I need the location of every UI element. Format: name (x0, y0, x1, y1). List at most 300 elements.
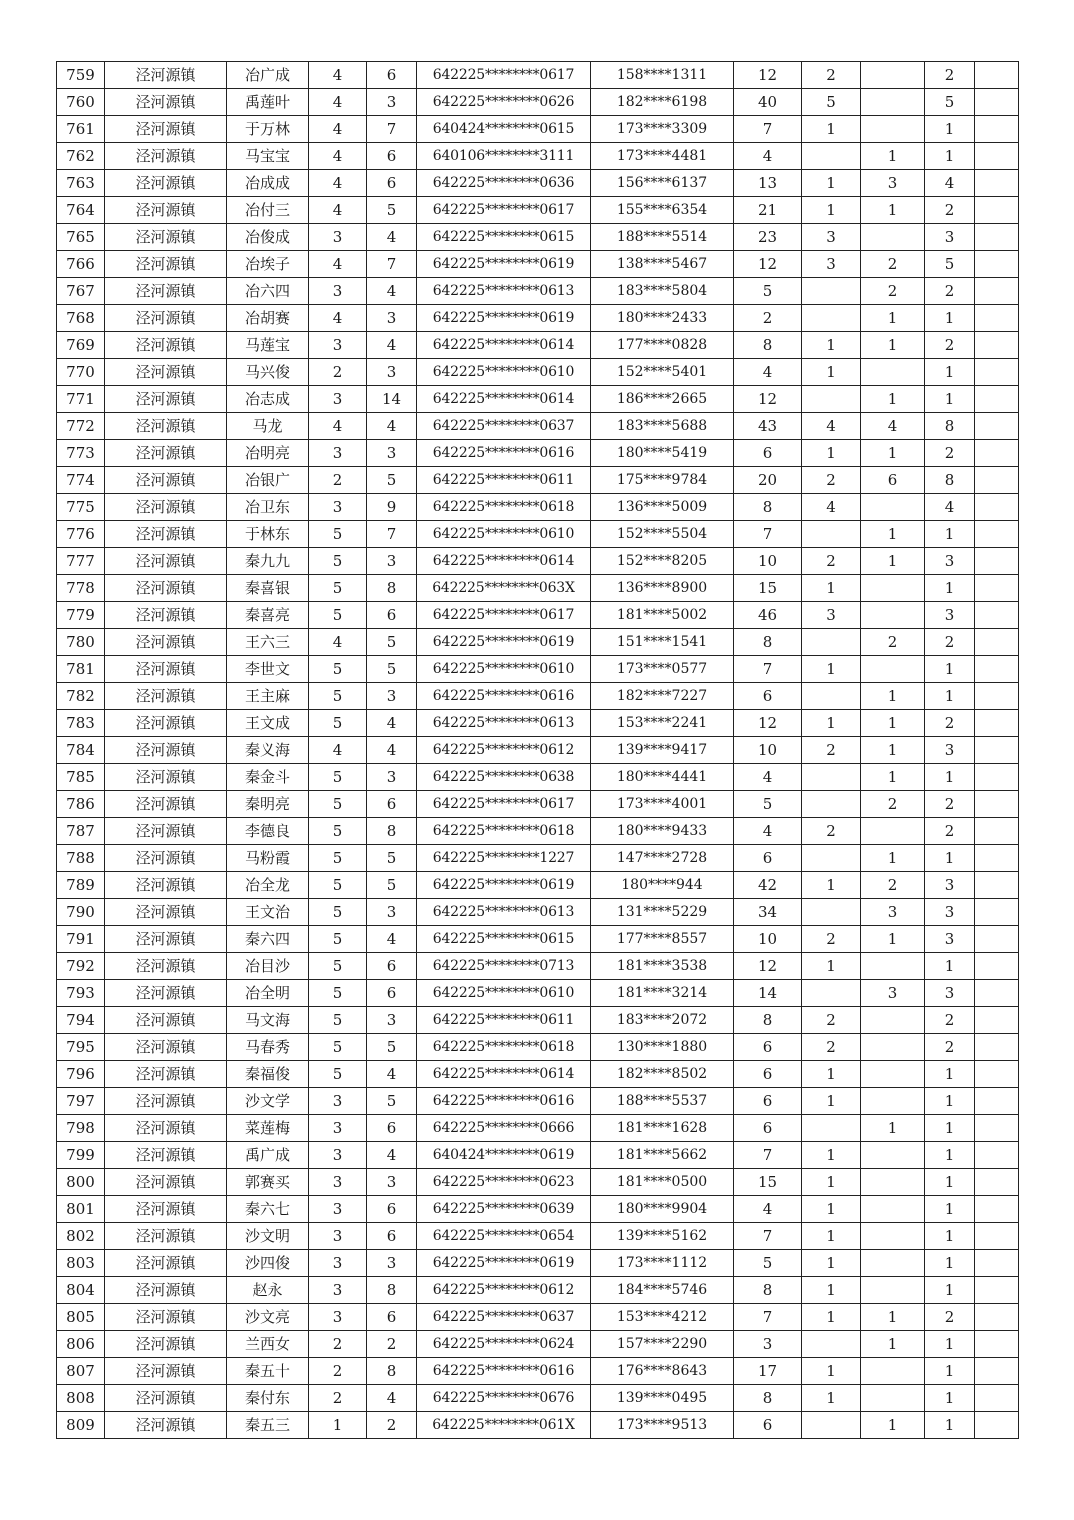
id-number-cell: 642225********0618 (417, 494, 591, 521)
phone-cell: 183****5688 (591, 413, 734, 440)
col5-cell: 5 (367, 1088, 417, 1115)
phone-cell: 183****5804 (591, 278, 734, 305)
seq-cell: 793 (57, 980, 105, 1007)
col4-cell: 5 (309, 548, 367, 575)
name-cell: 冶目沙 (227, 953, 309, 980)
remark-cell (975, 1007, 1019, 1034)
seq-cell: 774 (57, 467, 105, 494)
town-cell: 泾河源镇 (105, 494, 227, 521)
col9-cell: 2 (802, 737, 861, 764)
remark-cell (975, 1358, 1019, 1385)
col11-cell: 1 (925, 1115, 975, 1142)
table-row (57, 467, 1019, 494)
table-body (57, 62, 1019, 1439)
col5-cell: 4 (367, 710, 417, 737)
col10-cell: 1 (861, 197, 925, 224)
col11-cell: 3 (925, 602, 975, 629)
col11-cell: 1 (925, 1331, 975, 1358)
phone-cell: 139****9417 (591, 737, 734, 764)
seq-cell: 804 (57, 1277, 105, 1304)
name-cell: 冶全龙 (227, 872, 309, 899)
col10-cell: 1 (861, 1304, 925, 1331)
col8-cell: 12 (734, 953, 802, 980)
seq-cell: 790 (57, 899, 105, 926)
col9-cell: 1 (802, 1277, 861, 1304)
id-number-cell: 642225********0610 (417, 359, 591, 386)
table-row (57, 710, 1019, 737)
col8-cell: 7 (734, 521, 802, 548)
col4-cell: 3 (309, 278, 367, 305)
col4-cell: 4 (309, 629, 367, 656)
id-number-cell: 642225********0614 (417, 332, 591, 359)
col4-cell: 3 (309, 1304, 367, 1331)
col5-cell: 2 (367, 1412, 417, 1439)
table-row (57, 1007, 1019, 1034)
remark-cell (975, 737, 1019, 764)
col5-cell: 5 (367, 467, 417, 494)
town-cell: 泾河源镇 (105, 1412, 227, 1439)
col11-cell: 3 (925, 980, 975, 1007)
remark-cell (975, 602, 1019, 629)
col9-cell: 1 (802, 656, 861, 683)
phone-cell: 180****944 (591, 872, 734, 899)
col5-cell: 3 (367, 305, 417, 332)
town-cell: 泾河源镇 (105, 1007, 227, 1034)
col9-cell (802, 386, 861, 413)
col11-cell: 1 (925, 845, 975, 872)
col5-cell: 6 (367, 1223, 417, 1250)
col8-cell: 15 (734, 1169, 802, 1196)
seq-cell: 800 (57, 1169, 105, 1196)
col4-cell: 5 (309, 1007, 367, 1034)
table-row (57, 899, 1019, 926)
col9-cell: 1 (802, 170, 861, 197)
col11-cell: 1 (925, 1385, 975, 1412)
seq-cell: 766 (57, 251, 105, 278)
seq-cell: 798 (57, 1115, 105, 1142)
col5-cell: 3 (367, 1007, 417, 1034)
phone-cell: 180****2433 (591, 305, 734, 332)
col8-cell: 7 (734, 1304, 802, 1331)
seq-cell: 762 (57, 143, 105, 170)
col4-cell: 5 (309, 710, 367, 737)
col4-cell: 4 (309, 62, 367, 89)
col9-cell (802, 278, 861, 305)
col10-cell: 1 (861, 926, 925, 953)
name-cell: 马文海 (227, 1007, 309, 1034)
phone-cell: 180****4441 (591, 764, 734, 791)
phone-cell: 152****8205 (591, 548, 734, 575)
town-cell: 泾河源镇 (105, 1196, 227, 1223)
col11-cell: 1 (925, 1223, 975, 1250)
col8-cell: 8 (734, 629, 802, 656)
town-cell: 泾河源镇 (105, 980, 227, 1007)
phone-cell: 152****5504 (591, 521, 734, 548)
col9-cell: 1 (802, 953, 861, 980)
name-cell: 马兴俊 (227, 359, 309, 386)
col5-cell: 6 (367, 953, 417, 980)
col4-cell: 5 (309, 656, 367, 683)
remark-cell (975, 440, 1019, 467)
col11-cell: 1 (925, 1250, 975, 1277)
col4-cell: 3 (309, 1142, 367, 1169)
town-cell: 泾河源镇 (105, 1169, 227, 1196)
id-number-cell: 640424********0619 (417, 1142, 591, 1169)
col11-cell: 3 (925, 899, 975, 926)
col10-cell: 1 (861, 332, 925, 359)
name-cell: 马春秀 (227, 1034, 309, 1061)
table-row (57, 845, 1019, 872)
col10-cell (861, 575, 925, 602)
phone-cell: 153****2241 (591, 710, 734, 737)
phone-cell: 147****2728 (591, 845, 734, 872)
col10-cell: 6 (861, 467, 925, 494)
col5-cell: 9 (367, 494, 417, 521)
col10-cell (861, 1034, 925, 1061)
id-number-cell: 642225********0616 (417, 440, 591, 467)
col9-cell: 2 (802, 1007, 861, 1034)
col4-cell: 2 (309, 1358, 367, 1385)
col10-cell: 1 (861, 1115, 925, 1142)
seq-cell: 763 (57, 170, 105, 197)
col8-cell: 6 (734, 1034, 802, 1061)
name-cell: 郭赛买 (227, 1169, 309, 1196)
id-number-cell: 642225********0614 (417, 386, 591, 413)
table-row (57, 1304, 1019, 1331)
col4-cell: 5 (309, 791, 367, 818)
table-row (57, 1412, 1019, 1439)
seq-cell: 775 (57, 494, 105, 521)
remark-cell (975, 845, 1019, 872)
town-cell: 泾河源镇 (105, 575, 227, 602)
col5-cell: 5 (367, 629, 417, 656)
col9-cell: 5 (802, 89, 861, 116)
name-cell: 禹莲叶 (227, 89, 309, 116)
seq-cell: 777 (57, 548, 105, 575)
id-number-cell: 642225********0618 (417, 818, 591, 845)
name-cell: 冶付三 (227, 197, 309, 224)
phone-cell: 130****1880 (591, 1034, 734, 1061)
seq-cell: 791 (57, 926, 105, 953)
col4-cell: 5 (309, 818, 367, 845)
table-row (57, 89, 1019, 116)
col11-cell: 1 (925, 143, 975, 170)
col11-cell: 1 (925, 1412, 975, 1439)
id-number-cell: 642225********0639 (417, 1196, 591, 1223)
id-number-cell: 642225********0654 (417, 1223, 591, 1250)
seq-cell: 809 (57, 1412, 105, 1439)
table-row (57, 1196, 1019, 1223)
col4-cell: 5 (309, 953, 367, 980)
name-cell: 沙文学 (227, 1088, 309, 1115)
col8-cell: 8 (734, 1277, 802, 1304)
col9-cell (802, 305, 861, 332)
name-cell: 王文治 (227, 899, 309, 926)
name-cell: 马莲宝 (227, 332, 309, 359)
phone-cell: 139****0495 (591, 1385, 734, 1412)
col5-cell: 6 (367, 1304, 417, 1331)
name-cell: 秦喜亮 (227, 602, 309, 629)
seq-cell: 807 (57, 1358, 105, 1385)
table-row (57, 170, 1019, 197)
col8-cell: 42 (734, 872, 802, 899)
col10-cell: 2 (861, 629, 925, 656)
phone-cell: 184****5746 (591, 1277, 734, 1304)
seq-cell: 779 (57, 602, 105, 629)
col10-cell: 1 (861, 305, 925, 332)
col4-cell: 3 (309, 224, 367, 251)
col8-cell: 6 (734, 845, 802, 872)
col10-cell: 1 (861, 710, 925, 737)
table-row (57, 1223, 1019, 1250)
table-row (57, 332, 1019, 359)
town-cell: 泾河源镇 (105, 548, 227, 575)
remark-cell (975, 359, 1019, 386)
table-row (57, 494, 1019, 521)
col10-cell: 2 (861, 872, 925, 899)
roster-table (56, 61, 1019, 1439)
town-cell: 泾河源镇 (105, 278, 227, 305)
name-cell: 李世文 (227, 656, 309, 683)
phone-cell: 136****8900 (591, 575, 734, 602)
remark-cell (975, 197, 1019, 224)
id-number-cell: 642225********0666 (417, 1115, 591, 1142)
col5-cell: 7 (367, 521, 417, 548)
col10-cell: 1 (861, 764, 925, 791)
col4-cell: 3 (309, 1169, 367, 1196)
col4-cell: 5 (309, 980, 367, 1007)
remark-cell (975, 494, 1019, 521)
remark-cell (975, 791, 1019, 818)
table-row (57, 386, 1019, 413)
seq-cell: 759 (57, 62, 105, 89)
name-cell: 冶六四 (227, 278, 309, 305)
id-number-cell: 642225********0610 (417, 980, 591, 1007)
seq-cell: 780 (57, 629, 105, 656)
col9-cell (802, 845, 861, 872)
table-row (57, 359, 1019, 386)
col5-cell: 4 (367, 1142, 417, 1169)
col10-cell (861, 1169, 925, 1196)
phone-cell: 157****2290 (591, 1331, 734, 1358)
col9-cell (802, 1115, 861, 1142)
col5-cell: 3 (367, 440, 417, 467)
col4-cell: 4 (309, 305, 367, 332)
col5-cell: 6 (367, 170, 417, 197)
col4-cell: 4 (309, 413, 367, 440)
seq-cell: 782 (57, 683, 105, 710)
col9-cell: 2 (802, 926, 861, 953)
town-cell: 泾河源镇 (105, 710, 227, 737)
phone-cell: 188****5514 (591, 224, 734, 251)
town-cell: 泾河源镇 (105, 224, 227, 251)
col10-cell: 3 (861, 899, 925, 926)
col5-cell: 3 (367, 548, 417, 575)
col10-cell (861, 818, 925, 845)
col11-cell: 1 (925, 953, 975, 980)
col4-cell: 3 (309, 494, 367, 521)
seq-cell: 795 (57, 1034, 105, 1061)
col8-cell: 7 (734, 1142, 802, 1169)
col4-cell: 2 (309, 1331, 367, 1358)
name-cell: 冶志成 (227, 386, 309, 413)
col8-cell: 43 (734, 413, 802, 440)
col9-cell (802, 899, 861, 926)
table-row (57, 548, 1019, 575)
col4-cell: 5 (309, 1061, 367, 1088)
seq-cell: 802 (57, 1223, 105, 1250)
col11-cell: 1 (925, 1196, 975, 1223)
name-cell: 冶银广 (227, 467, 309, 494)
town-cell: 泾河源镇 (105, 1034, 227, 1061)
col11-cell: 4 (925, 170, 975, 197)
table-row (57, 197, 1019, 224)
col5-cell: 8 (367, 818, 417, 845)
id-number-cell: 642225********0637 (417, 1304, 591, 1331)
col4-cell: 2 (309, 467, 367, 494)
col10-cell (861, 1358, 925, 1385)
col5-cell: 3 (367, 764, 417, 791)
seq-cell: 760 (57, 89, 105, 116)
col8-cell: 7 (734, 1223, 802, 1250)
seq-cell: 799 (57, 1142, 105, 1169)
id-number-cell: 642225********0676 (417, 1385, 591, 1412)
name-cell: 于林东 (227, 521, 309, 548)
col10-cell (861, 656, 925, 683)
table-row (57, 1142, 1019, 1169)
town-cell: 泾河源镇 (105, 656, 227, 683)
col9-cell: 4 (802, 413, 861, 440)
phone-cell: 155****6354 (591, 197, 734, 224)
seq-cell: 784 (57, 737, 105, 764)
col10-cell: 3 (861, 170, 925, 197)
town-cell: 泾河源镇 (105, 683, 227, 710)
name-cell: 冶明亮 (227, 440, 309, 467)
seq-cell: 765 (57, 224, 105, 251)
seq-cell: 788 (57, 845, 105, 872)
name-cell: 冶成成 (227, 170, 309, 197)
col5-cell: 4 (367, 1061, 417, 1088)
col4-cell: 4 (309, 170, 367, 197)
remark-cell (975, 1385, 1019, 1412)
col11-cell: 1 (925, 1061, 975, 1088)
town-cell: 泾河源镇 (105, 440, 227, 467)
phone-cell: 173****4001 (591, 791, 734, 818)
col5-cell: 4 (367, 926, 417, 953)
col4-cell: 5 (309, 764, 367, 791)
phone-cell: 183****2072 (591, 1007, 734, 1034)
table-row (57, 926, 1019, 953)
phone-cell: 182****6198 (591, 89, 734, 116)
seq-cell: 772 (57, 413, 105, 440)
col11-cell: 2 (925, 1304, 975, 1331)
col11-cell: 1 (925, 1088, 975, 1115)
remark-cell (975, 143, 1019, 170)
remark-cell (975, 332, 1019, 359)
col9-cell: 4 (802, 494, 861, 521)
id-number-cell: 642225********0619 (417, 251, 591, 278)
remark-cell (975, 629, 1019, 656)
col4-cell: 5 (309, 1034, 367, 1061)
town-cell: 泾河源镇 (105, 197, 227, 224)
col9-cell: 1 (802, 116, 861, 143)
col8-cell: 4 (734, 359, 802, 386)
col9-cell: 3 (802, 602, 861, 629)
col9-cell (802, 791, 861, 818)
town-cell: 泾河源镇 (105, 143, 227, 170)
col10-cell (861, 602, 925, 629)
town-cell: 泾河源镇 (105, 845, 227, 872)
town-cell: 泾河源镇 (105, 413, 227, 440)
seq-cell: 769 (57, 332, 105, 359)
col8-cell: 8 (734, 1385, 802, 1412)
col10-cell: 1 (861, 521, 925, 548)
phone-cell: 158****1311 (591, 62, 734, 89)
remark-cell (975, 818, 1019, 845)
remark-cell (975, 575, 1019, 602)
table-row (57, 872, 1019, 899)
town-cell: 泾河源镇 (105, 953, 227, 980)
remark-cell (975, 1223, 1019, 1250)
phone-cell: 131****5229 (591, 899, 734, 926)
col11-cell: 8 (925, 467, 975, 494)
seq-cell: 787 (57, 818, 105, 845)
remark-cell (975, 1196, 1019, 1223)
col9-cell: 1 (802, 1358, 861, 1385)
id-number-cell: 642225********0636 (417, 170, 591, 197)
seq-cell: 806 (57, 1331, 105, 1358)
town-cell: 泾河源镇 (105, 602, 227, 629)
name-cell: 马龙 (227, 413, 309, 440)
col8-cell: 13 (734, 170, 802, 197)
id-number-cell: 642225********0611 (417, 467, 591, 494)
col11-cell: 2 (925, 629, 975, 656)
table-row (57, 575, 1019, 602)
col9-cell (802, 683, 861, 710)
col8-cell: 7 (734, 656, 802, 683)
id-number-cell: 642225********0619 (417, 305, 591, 332)
col8-cell: 12 (734, 251, 802, 278)
name-cell: 王主麻 (227, 683, 309, 710)
remark-cell (975, 224, 1019, 251)
col8-cell: 12 (734, 386, 802, 413)
id-number-cell: 642225********0619 (417, 872, 591, 899)
seq-cell: 781 (57, 656, 105, 683)
col5-cell: 3 (367, 1250, 417, 1277)
id-number-cell: 642225********1227 (417, 845, 591, 872)
id-number-cell: 642225********0616 (417, 1088, 591, 1115)
col9-cell: 1 (802, 1223, 861, 1250)
table-row (57, 980, 1019, 1007)
seq-cell: 776 (57, 521, 105, 548)
col4-cell: 5 (309, 872, 367, 899)
id-number-cell: 642225********0615 (417, 224, 591, 251)
seq-cell: 796 (57, 1061, 105, 1088)
col9-cell: 1 (802, 1304, 861, 1331)
col11-cell: 1 (925, 521, 975, 548)
remark-cell (975, 89, 1019, 116)
table-row (57, 1385, 1019, 1412)
col5-cell: 6 (367, 1196, 417, 1223)
col10-cell (861, 1061, 925, 1088)
col4-cell: 3 (309, 440, 367, 467)
table-row (57, 1169, 1019, 1196)
remark-cell (975, 1088, 1019, 1115)
col5-cell: 4 (367, 737, 417, 764)
name-cell: 马宝宝 (227, 143, 309, 170)
col5-cell: 8 (367, 1277, 417, 1304)
town-cell: 泾河源镇 (105, 737, 227, 764)
